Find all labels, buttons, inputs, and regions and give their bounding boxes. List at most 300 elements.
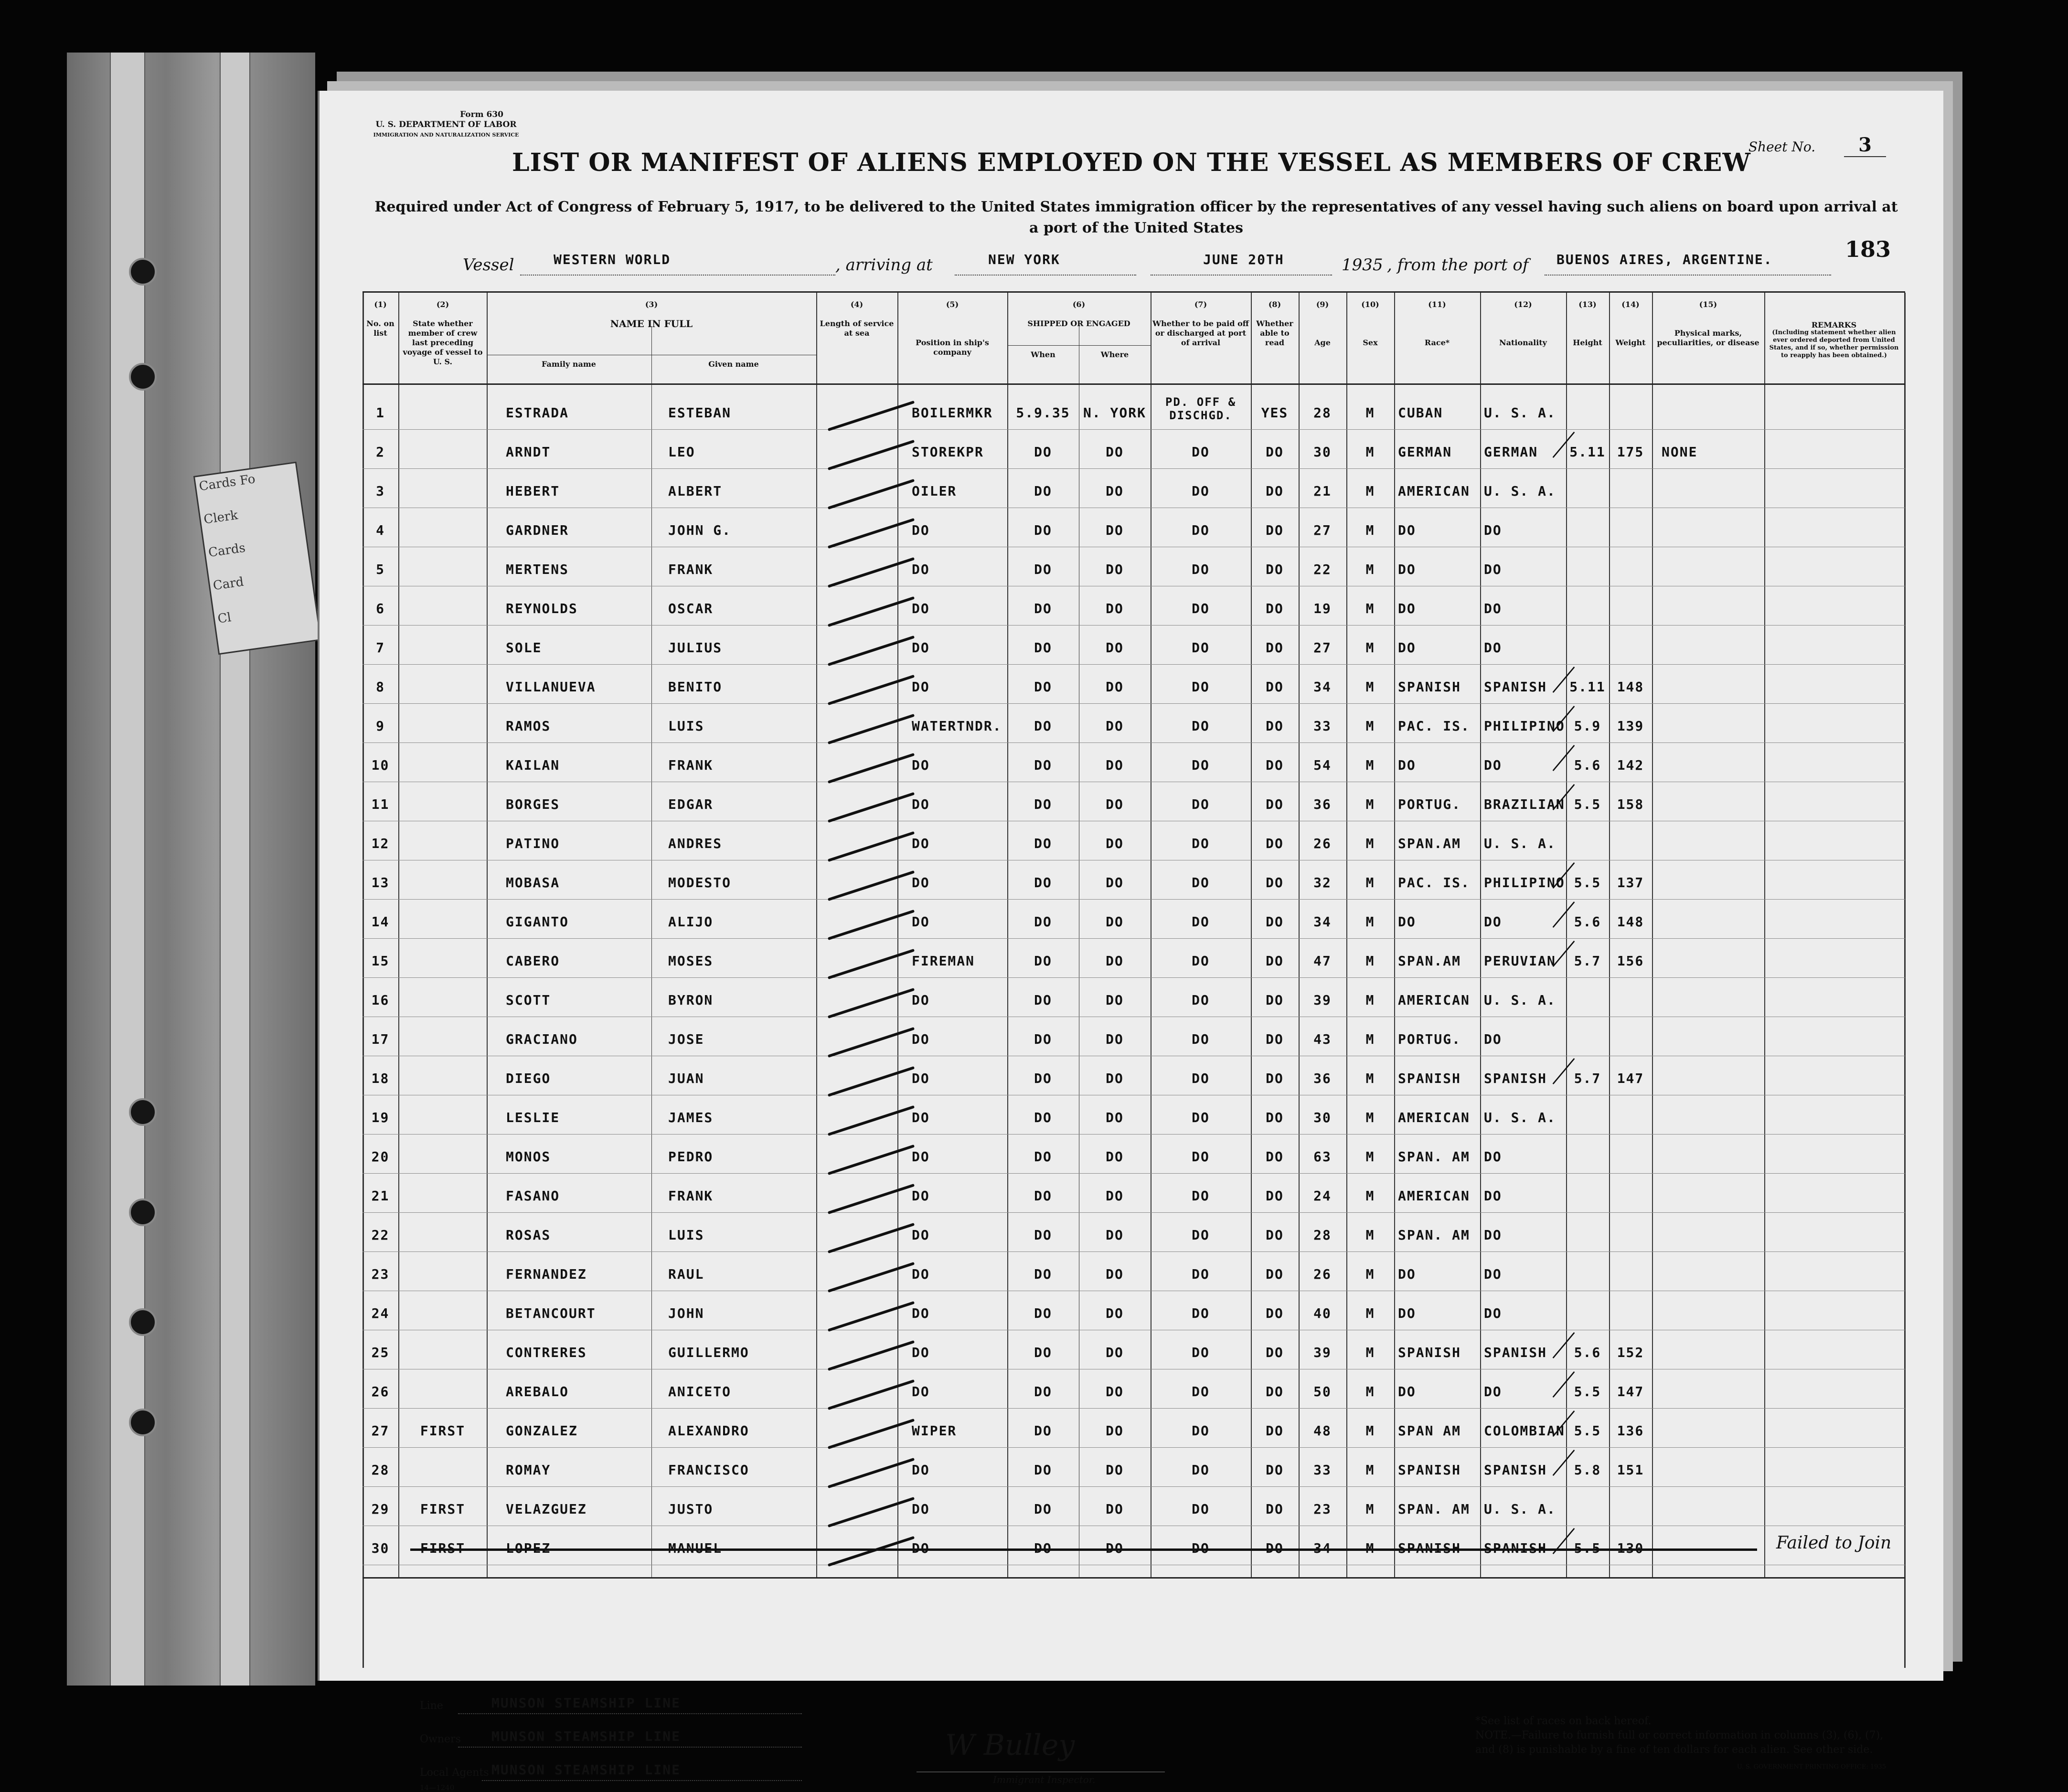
row-divider xyxy=(362,1173,1905,1174)
cell-family-name: GONZALEZ xyxy=(506,1423,578,1439)
row-divider xyxy=(362,703,1905,704)
cell-nationality: SPANISH xyxy=(1484,1462,1547,1478)
cell-nationality: DO xyxy=(1484,1305,1502,1321)
vessel-name: WESTERN WORLD xyxy=(554,252,671,267)
cell-position: DO xyxy=(912,679,930,695)
col-label: SHIPPED OR ENGAGED xyxy=(1027,319,1130,328)
cell-given-name: PEDRO xyxy=(668,1149,714,1165)
cell-race: SPAN AM xyxy=(1398,1423,1461,1439)
cell-number: 20 xyxy=(371,1149,390,1165)
cell-nationality: U. S. A. xyxy=(1484,836,1556,851)
cell-paid-off: DO xyxy=(1192,1266,1210,1282)
cell-number: 11 xyxy=(371,796,390,812)
row-divider xyxy=(362,1408,1905,1409)
cell-shipped-where: DO xyxy=(1106,1227,1124,1243)
stamp-line: Card xyxy=(212,574,245,594)
underline xyxy=(458,1747,802,1748)
cell-shipped-when: DO xyxy=(1034,1305,1052,1321)
cell-shipped-when: DO xyxy=(1034,1501,1052,1517)
cell-number: 8 xyxy=(376,679,385,695)
cell-can-read: DO xyxy=(1266,796,1284,812)
cell-shipped-where: DO xyxy=(1106,1501,1124,1517)
cell-nationality: DO xyxy=(1484,640,1502,656)
service-check-mark xyxy=(828,1262,915,1293)
cell-height: 5.11 xyxy=(1569,679,1606,695)
cell-sex: M xyxy=(1365,444,1375,460)
cell-age: 19 xyxy=(1313,601,1332,616)
cell-can-read: DO xyxy=(1266,1188,1284,1204)
cell-previous-voyage: FIRST xyxy=(420,1423,466,1439)
cell-age: 40 xyxy=(1313,1305,1332,1321)
underline xyxy=(1545,275,1831,276)
row-divider xyxy=(362,899,1905,900)
stamp-line: Cl xyxy=(216,610,233,626)
cell-can-read: DO xyxy=(1266,1462,1284,1478)
cell-shipped-where: DO xyxy=(1106,757,1124,773)
cell-given-name: MOSES xyxy=(668,953,714,969)
cell-number: 25 xyxy=(371,1345,390,1360)
cell-race: PAC. IS. xyxy=(1398,875,1470,891)
service-check-mark xyxy=(828,792,915,823)
cell-given-name: BENITO xyxy=(668,679,723,695)
cell-given-name: JOHN G. xyxy=(668,522,732,538)
cell-can-read: DO xyxy=(1266,1501,1284,1517)
service-check-mark xyxy=(828,1184,915,1214)
col-header-physical-marks xyxy=(1653,300,1763,348)
underline xyxy=(458,1713,802,1714)
cell-given-name: JUAN xyxy=(668,1071,704,1086)
cell-age: 48 xyxy=(1313,1423,1332,1439)
cell-shipped-when: DO xyxy=(1034,875,1052,891)
cell-shipped-when: DO xyxy=(1034,1540,1052,1556)
cell-nationality: SPANISH xyxy=(1484,1540,1547,1556)
cell-race: DO xyxy=(1398,522,1416,538)
service-check-mark xyxy=(828,714,915,744)
cell-race: SPAN. AM xyxy=(1398,1501,1470,1517)
binder-strip xyxy=(110,53,145,1686)
service-check-mark xyxy=(828,479,915,509)
col-header-paid-off xyxy=(1151,300,1250,348)
cell-can-read: DO xyxy=(1266,1227,1284,1243)
col-number: (4) xyxy=(850,300,863,309)
cell-height: 5.6 xyxy=(1574,757,1601,773)
cell-can-read: DO xyxy=(1266,601,1284,616)
line-value: MUNSON STEAMSHIP LINE xyxy=(491,1695,681,1711)
cell-nationality: DO xyxy=(1484,522,1502,538)
cell-can-read: DO xyxy=(1266,679,1284,695)
cell-sex: M xyxy=(1365,1384,1375,1400)
cell-position: DO xyxy=(912,522,930,538)
cell-can-read: DO xyxy=(1266,522,1284,538)
cell-sex: M xyxy=(1365,562,1375,577)
cell-sex: M xyxy=(1365,1188,1375,1204)
service-check-mark xyxy=(828,518,915,549)
underline xyxy=(520,275,835,276)
cell-sex: M xyxy=(1365,796,1375,812)
cell-nationality: U. S. A. xyxy=(1484,1501,1556,1517)
cell-family-name: LOPEZ xyxy=(506,1540,551,1556)
cell-sex: M xyxy=(1365,836,1375,851)
cell-number: 22 xyxy=(371,1227,390,1243)
cell-family-name: MOBASA xyxy=(506,875,560,891)
page-title: LIST OR MANIFEST OF ALIENS EMPLOYED ON THE VESSEL AS MEMBERS OF CREW xyxy=(512,148,1751,177)
cell-position: OILER xyxy=(912,483,957,499)
cell-given-name: JULIUS xyxy=(668,640,723,656)
cell-position: DO xyxy=(912,1540,930,1556)
cell-shipped-where: DO xyxy=(1106,601,1124,616)
strikethrough-line xyxy=(410,1548,1757,1551)
cell-given-name: FRANK xyxy=(668,562,714,577)
cell-sex: M xyxy=(1365,1305,1375,1321)
cell-shipped-when: DO xyxy=(1034,562,1052,577)
col-header-age xyxy=(1300,300,1345,348)
cell-sex: M xyxy=(1365,914,1375,930)
fine-note: NOTE.—Failure to furnish full or correct information in columns (3), (6), (7), and (8) is punishable by a fine of ten dollars for each alien. See other side. xyxy=(1475,1729,1884,1756)
cell-can-read: DO xyxy=(1266,836,1284,851)
printer-note: U. S. GOVERNMENT PRINTING OFFICE: 1935 xyxy=(1737,1763,1886,1771)
cell-shipped-where: DO xyxy=(1106,483,1124,499)
cell-family-name: HEBERT xyxy=(506,483,560,499)
cell-shipped-where: DO xyxy=(1106,679,1124,695)
cell-paid-off: DO xyxy=(1192,1188,1210,1204)
cell-shipped-where: DO xyxy=(1106,1110,1124,1125)
underline xyxy=(482,1780,802,1781)
cell-position: DO xyxy=(912,601,930,616)
cell-given-name: FRANCISCO xyxy=(668,1462,749,1478)
cell-number: 15 xyxy=(371,953,390,969)
col-label: REMARKS xyxy=(1811,320,1857,329)
cell-shipped-where: DO xyxy=(1106,1423,1124,1439)
service-check-mark xyxy=(828,440,915,470)
sheet-label: Sheet No. xyxy=(1748,139,1816,155)
cell-nationality: DO xyxy=(1484,757,1502,773)
cell-shipped-when: DO xyxy=(1034,953,1052,969)
from-label: , from the port of xyxy=(1387,255,1529,275)
service-check-mark xyxy=(828,870,915,901)
cell-given-name: FRANK xyxy=(668,757,714,773)
cell-paid-off: DO xyxy=(1192,796,1210,812)
cell-height: 5.5 xyxy=(1574,1423,1601,1439)
form-identifier xyxy=(370,110,522,140)
cell-shipped-where: DO xyxy=(1106,1188,1124,1204)
inspector-signature: W Bulley xyxy=(945,1728,1075,1762)
col-header-shipped xyxy=(1008,300,1150,329)
cell-number: 19 xyxy=(371,1110,390,1125)
cell-age: 23 xyxy=(1313,1501,1332,1517)
cell-race: DO xyxy=(1398,914,1416,930)
col-header-family-name: Family name xyxy=(542,360,596,369)
cell-weight: 175 xyxy=(1617,444,1644,460)
cell-shipped-when: DO xyxy=(1034,1149,1052,1165)
cell-paid-off: DO xyxy=(1192,1345,1210,1360)
cell-family-name: MONOS xyxy=(506,1149,551,1165)
row-divider xyxy=(362,1251,1905,1252)
col-header-service-length xyxy=(817,300,896,338)
cell-can-read: DO xyxy=(1266,1305,1284,1321)
header-divider xyxy=(1008,345,1151,346)
department: U. S. DEPARTMENT OF LABOR xyxy=(375,120,517,129)
col-number: (15) xyxy=(1699,300,1717,309)
cell-position: WATERTNDR. xyxy=(912,718,1002,734)
service-check-mark xyxy=(828,1340,915,1371)
cell-age: 24 xyxy=(1313,1188,1332,1204)
cell-position: DO xyxy=(912,1345,930,1360)
cell-sex: M xyxy=(1365,1540,1375,1556)
cell-age: 54 xyxy=(1313,757,1332,773)
cell-nationality: U. S. A. xyxy=(1484,405,1556,421)
binder-hole-icon xyxy=(129,1409,157,1436)
cell-age: 33 xyxy=(1313,1462,1332,1478)
col-label: Nationality xyxy=(1499,338,1547,347)
cell-given-name: ESTEBAN xyxy=(668,405,732,421)
cell-paid-off: DO xyxy=(1192,757,1210,773)
line-label: Line xyxy=(420,1700,443,1712)
cell-shipped-when: 5.9.35 xyxy=(1016,405,1070,421)
cell-race: AMERICAN xyxy=(1398,992,1470,1008)
cell-position: DO xyxy=(912,875,930,891)
underline xyxy=(917,1771,1165,1772)
cell-shipped-where: DO xyxy=(1106,522,1124,538)
cell-physical-marks: NONE xyxy=(1662,444,1698,460)
cell-shipped-when: DO xyxy=(1034,640,1052,656)
cell-height: 5.5 xyxy=(1574,875,1601,891)
cell-number: 27 xyxy=(371,1423,390,1439)
col-label: Whether able to read xyxy=(1256,319,1293,347)
cell-nationality: DO xyxy=(1484,1266,1502,1282)
cell-can-read: DO xyxy=(1266,1540,1284,1556)
col-number: (7) xyxy=(1194,300,1207,309)
service-check-mark xyxy=(828,1223,915,1253)
service-check-mark xyxy=(828,1066,915,1097)
cell-sex: M xyxy=(1365,1266,1375,1282)
col-header-nationality xyxy=(1481,300,1565,348)
cell-shipped-where: DO xyxy=(1106,1462,1124,1478)
cell-nationality: DO xyxy=(1484,1031,1502,1047)
service-check-mark xyxy=(828,557,915,588)
cell-shipped-where: DO xyxy=(1106,1384,1124,1400)
column-divider xyxy=(398,293,399,1577)
cell-family-name: ARNDT xyxy=(506,444,551,460)
cell-sex: M xyxy=(1365,718,1375,734)
cell-given-name: OSCAR xyxy=(668,601,714,616)
cell-number: 23 xyxy=(371,1266,390,1282)
col-number: (8) xyxy=(1268,300,1281,309)
inspector-label: Immigrant Inspector. xyxy=(993,1774,1096,1785)
col-header-previous-voyage xyxy=(400,300,486,367)
cell-nationality: DO xyxy=(1484,914,1502,930)
col-number: (13) xyxy=(1578,300,1597,309)
cell-nationality: DO xyxy=(1484,1384,1502,1400)
row-divider xyxy=(362,429,1905,430)
cell-can-read: DO xyxy=(1266,1071,1284,1086)
cell-race: SPAN.AM xyxy=(1398,953,1461,969)
cell-family-name: DIEGO xyxy=(506,1071,551,1086)
cell-race: PAC. IS. xyxy=(1398,718,1470,734)
cell-age: 47 xyxy=(1313,953,1332,969)
service-check-mark xyxy=(828,1379,915,1410)
cell-paid-off: DO xyxy=(1192,1305,1210,1321)
cell-age: 30 xyxy=(1313,444,1332,460)
cell-race: GERMAN xyxy=(1398,444,1452,460)
cell-shipped-when: DO xyxy=(1034,718,1052,734)
year-value: 5 xyxy=(1373,255,1383,275)
cell-shipped-when: DO xyxy=(1034,1266,1052,1282)
col-number: (1) xyxy=(374,300,387,309)
cell-shipped-where: DO xyxy=(1106,1031,1124,1047)
cell-shipped-when: DO xyxy=(1034,483,1052,499)
cell-shipped-when: DO xyxy=(1034,1188,1052,1204)
cell-shipped-where: DO xyxy=(1106,953,1124,969)
service-check-mark xyxy=(828,1419,915,1449)
cell-height: 5.11 xyxy=(1569,444,1606,460)
cell-can-read: DO xyxy=(1266,1266,1284,1282)
cell-nationality: PHILIPINO xyxy=(1484,718,1565,734)
cell-shipped-where: DO xyxy=(1106,914,1124,930)
cell-weight: 158 xyxy=(1617,796,1644,812)
cell-shipped-where: DO xyxy=(1106,1071,1124,1086)
agents-value: MUNSON STEAMSHIP LINE xyxy=(491,1762,681,1778)
col-header-position xyxy=(898,300,1006,357)
cell-shipped-when: DO xyxy=(1034,914,1052,930)
cell-age: 63 xyxy=(1313,1149,1332,1165)
cell-family-name: GRACIANO xyxy=(506,1031,578,1047)
cell-can-read: DO xyxy=(1266,914,1284,930)
cell-race: AMERICAN xyxy=(1398,483,1470,499)
cell-paid-off: DO xyxy=(1192,1071,1210,1086)
col-label: State whether member of crew last preceding voyage of vessel to U. S. xyxy=(403,319,483,366)
cell-shipped-where: DO xyxy=(1106,718,1124,734)
row-divider xyxy=(362,664,1905,665)
col-label: Age xyxy=(1314,338,1331,347)
cell-sex: M xyxy=(1365,1227,1375,1243)
cell-race: AMERICAN xyxy=(1398,1110,1470,1125)
cell-position: DO xyxy=(912,1071,930,1086)
owners-value: MUNSON STEAMSHIP LINE xyxy=(491,1728,681,1744)
binder-hole-icon xyxy=(129,363,157,391)
cell-can-read: DO xyxy=(1266,1423,1284,1439)
cell-shipped-when: DO xyxy=(1034,1345,1052,1360)
cell-family-name: RAMOS xyxy=(506,718,551,734)
cell-weight: 151 xyxy=(1617,1462,1644,1478)
cell-can-read: DO xyxy=(1266,562,1284,577)
binder-background xyxy=(67,53,315,1686)
cell-race: DO xyxy=(1398,640,1416,656)
cell-shipped-where: DO xyxy=(1106,1305,1124,1321)
cell-can-read: DO xyxy=(1266,875,1284,891)
col-label: No. on list xyxy=(366,319,394,338)
cell-can-read: DO xyxy=(1266,757,1284,773)
manifest-page xyxy=(318,91,1943,1792)
cell-number: 1 xyxy=(376,405,385,421)
year-label: 193 xyxy=(1342,255,1373,275)
col-header-race xyxy=(1395,300,1479,348)
cell-given-name: MODESTO xyxy=(668,875,732,891)
column-divider xyxy=(1904,293,1906,1668)
row-divider xyxy=(362,938,1905,939)
cell-weight: 142 xyxy=(1617,757,1644,773)
binder-hole-icon xyxy=(129,1308,157,1336)
cell-can-read: DO xyxy=(1266,1110,1284,1125)
cell-height: 5.6 xyxy=(1574,1345,1601,1360)
cell-nationality: GERMAN xyxy=(1484,444,1538,460)
cell-race: SPAN. AM xyxy=(1398,1149,1470,1165)
cell-position: DO xyxy=(912,1031,930,1047)
cell-height: 5.9 xyxy=(1574,718,1601,734)
cell-age: 28 xyxy=(1313,1227,1332,1243)
stamp-line: Cards xyxy=(207,541,246,561)
arrival-port: NEW YORK xyxy=(988,252,1060,267)
cell-shipped-when: DO xyxy=(1034,1384,1052,1400)
underline xyxy=(955,275,1136,276)
cell-race: DO xyxy=(1398,601,1416,616)
binder-hole-icon xyxy=(129,258,157,286)
cell-nationality: DO xyxy=(1484,601,1502,616)
cell-height: 5.5 xyxy=(1574,796,1601,812)
cell-race: SPAN.AM xyxy=(1398,836,1461,851)
owners-label: Owners xyxy=(420,1733,461,1745)
col-label: Sex xyxy=(1363,338,1378,347)
column-divider xyxy=(651,326,652,1577)
row-divider xyxy=(362,1447,1905,1448)
cell-age: 32 xyxy=(1313,875,1332,891)
service-check-mark xyxy=(828,636,915,666)
col-number: (11) xyxy=(1428,300,1446,309)
col-number: (6) xyxy=(1072,300,1086,309)
cell-can-read: DO xyxy=(1266,992,1284,1008)
cell-nationality: PHILIPINO xyxy=(1484,875,1565,891)
col-label: NAME IN FULL xyxy=(610,318,693,329)
cell-can-read: DO xyxy=(1266,1031,1284,1047)
cell-shipped-when: DO xyxy=(1034,1462,1052,1478)
cell-sex: M xyxy=(1365,405,1375,421)
col-label: Length of service at sea xyxy=(820,319,894,338)
cell-shipped-when: DO xyxy=(1034,444,1052,460)
cell-family-name: CABERO xyxy=(506,953,560,969)
cell-weight: 147 xyxy=(1617,1071,1644,1086)
cell-paid-off: DO xyxy=(1192,1423,1210,1439)
column-divider xyxy=(1764,293,1765,1577)
service-check-mark xyxy=(828,1536,915,1567)
races-note: *See list of races on back hereof. xyxy=(1475,1715,1652,1727)
cell-position: DO xyxy=(912,1305,930,1321)
cell-number: 24 xyxy=(371,1305,390,1321)
cell-shipped-when: DO xyxy=(1034,836,1052,851)
cell-age: 26 xyxy=(1313,1266,1332,1282)
cell-sex: M xyxy=(1365,601,1375,616)
cell-given-name: ANDRES xyxy=(668,836,723,851)
service-check-mark xyxy=(828,1497,915,1527)
cell-race: DO xyxy=(1398,562,1416,577)
cell-given-name: ANICETO xyxy=(668,1384,732,1400)
cell-position: FIREMAN xyxy=(912,953,975,969)
service-check-mark xyxy=(828,675,915,705)
cell-family-name: AREBALO xyxy=(506,1384,569,1400)
cell-weight: 137 xyxy=(1617,875,1644,891)
cell-can-read: DO xyxy=(1266,718,1284,734)
cell-age: 28 xyxy=(1313,405,1332,421)
cell-nationality: U. S. A. xyxy=(1484,483,1556,499)
cell-shipped-where: DO xyxy=(1106,1345,1124,1360)
footnote xyxy=(1475,1714,1886,1774)
cell-weight: 136 xyxy=(1617,1423,1644,1439)
cell-family-name: VELAZGUEZ xyxy=(506,1501,587,1517)
cell-paid-off: DO xyxy=(1192,1149,1210,1165)
cell-nationality: DO xyxy=(1484,1149,1502,1165)
cell-given-name: EDGAR xyxy=(668,796,714,812)
cell-given-name: BYRON xyxy=(668,992,714,1008)
cell-family-name: KAILAN xyxy=(506,757,560,773)
cell-given-name: LUIS xyxy=(668,718,704,734)
